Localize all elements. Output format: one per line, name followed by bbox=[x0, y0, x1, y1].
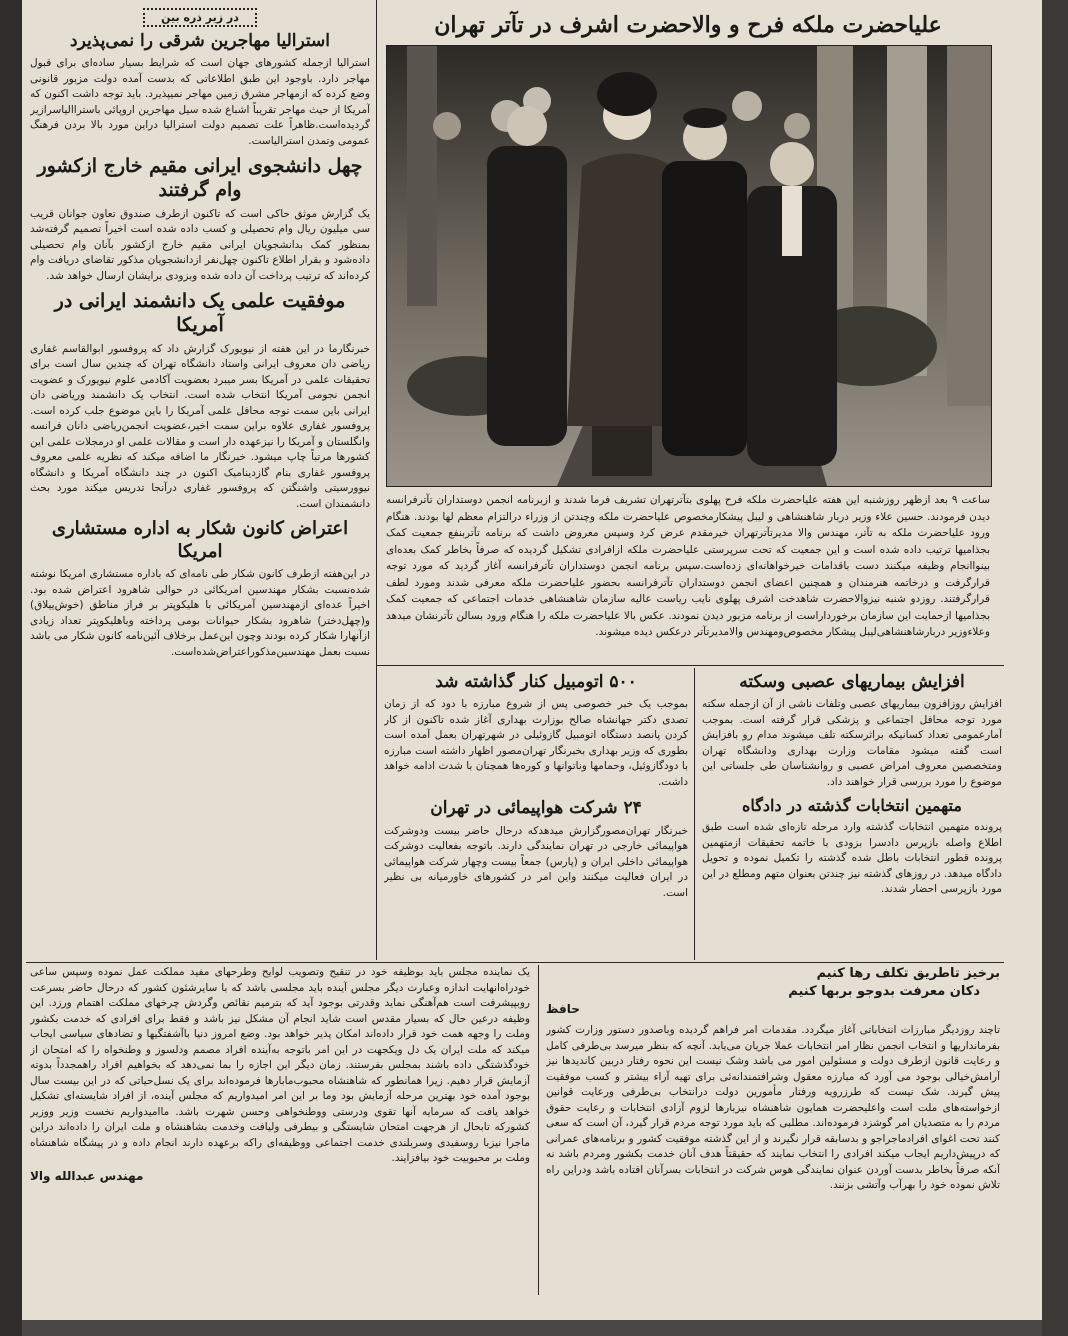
article-body-cars: بموجب یک خبر خصوصی پس از شروع مبارزه با دود که از زمان تصدی دکتر جهانشاه صالح بوزارت بهداری آغاز شده تاکنون از کار کردن پانصد دستگاه اتومبیل گازوئیلی در شهرتهران بعمل آمده است بطوری که وزیر بهداری بخبرنگار تهران‌مصور اظهار داشته است مبارزه با دودگازوئیل، وحمامها وناتوانها و کوره‌ها همچنان با شدت ادامه خواهد داشت. bbox=[384, 698, 688, 788]
newspaper-page bbox=[22, 0, 1042, 1320]
article-headline-student-loans: چهل دانشجوی ایرانی مقیم خارج ازکشور وام گرفتند bbox=[37, 155, 363, 201]
article-headline-airlines: ۲۴ شرکت هواپیمائی در تهران bbox=[430, 798, 642, 819]
article-headline-scientist: موفقیت علمی یک دانشمند ایرانی در آمریکا bbox=[54, 290, 346, 336]
editorial-body-left: یک نماینده مجلس باید بوظیفه خود در تنقیح وتصویب لوایح وطرحهای مفید مملکت عمل نموده وسپس ساعی خودراه‌انهایت اندازه وعبارت دیگر مجلس آینده باید مجلسی باشد که با سایرشئون کشور که درحال حاضر بسرعت روبپیشرفت است هم‌آهنگی نماید وقدرتی بوجود آید که بترمیم نقائص وگردش چرخهای مملکت اهتمام ورزد. این وظیفه درعین حال که بسیار مقدس است شاید انجام آن مشکل نیز باشد و فقط برای افرادی که خدمت بکشور وملت را وجهه همت خود قرار داده‌اند امکان پذیر خواهد بود. وضع امروز دنیا باآشفتگیها و تضادهای سیاسی ایجاب میکند که ملت ایران یک دل ویکجهت در این امر باتوجه به‌آینده افراد مصمم ودلسوز و وطنخواه را که امتحان از خودگذشتگی داده باشند بمجلس بفرستند. زمان دیگر این اجازه را بما نمی‌دهد که بخواهیم افراد راهمجدداً بدوته آزمایش قرار دهیم. زیرا همانطور که شاهنشاه محبوب‌مابارها فرموده‌اند برای یک نسل‌حیاتی که در این بیست سال بوجود آمده خود بهترین مرحله آزمایش بود وما بر این امر امیدواریم که مجلس آینده، از افراد شایسته‌ای تشکیل خواهد یافت که سرمایه آنها تقوی ودرستی ووطنخواهی وحسن شهرت باشد. مااميدواريم نخست وزير ووزير كشوركه تابحال از هرجهت امتحان شايستگی و بيطرفی وليافت وخدمت بشاهنشاه و ملت ايران را داده‌اند دراين ماجرا نيزبا روسفيدی وسربلندی خدمت اجتماعی ووظيفه‌ای راكه برعهده دارند انجام داده و در پيشگاه شاهنشاه وملت بر محبوبيت خود بيافزايند. bbox=[30, 966, 530, 1164]
binder-spine bbox=[0, 0, 22, 1336]
poem-line-2: دکان معرفت بدوجو بربها کنیم bbox=[788, 984, 980, 999]
article-body-scientist: خبرنگارما در این هفته از نیویورک گزارش داد که پروفسور ابوالقاسم غفاری ریاضی دان معروف ایرانی واستاد دانشگاه تهران که چندین سال است برای تحقیقات علمی در آمریکا بسر میبرد بعضویت آکادمی علوم نیویورک و عضویت انجمن نجومی آمریکا انتخاب شده است. انتخاب یک دانشمند وریاضی دان ایرانی باین سمت توجه محافل علمی آمریکا را باین موضوع جلب کرده است. پروفسور غفاری علاوه براین سمت اخیر،عضویت انجمن‌ریاضی دانان فرانسه وانگلستان و آمریکا را نیزعهده دار است و مقالات علمی او درمجلات علمی این کشورها مرتباً چاپ میشود. خبرنگار ما اضافه میکند که نظریه علمی معروف پروفسور غفاری بنام گازدینامیک اکنون در چند دانشگاه آمریکا و دانشگاه نیوورسیتی واشنگتن که پروفسور غفاری درآنجا تدریس میکند مورد بحث دانشمندان است. bbox=[30, 342, 370, 510]
article-body-airlines: خبرنگار تهران‌مصورگزارش میدهدکه درحال حاضر بیست ودوشرکت هواپیمائی خارجی در تهران نمایندگی دارند. باتوجه بفعالیت دوشرکت هواپیمائی داخلی ایران و (پارس) جمعاً بیست وچهار شرکت هواپیمائی در ایران فعالیت میکنند واین امر در کشورهای خاورمیانه بی نظیر است. bbox=[384, 824, 688, 899]
article-body-hunting: در این‌هفته ازطرف کانون شکار طی نامه‌ای که باداره مستشاری امریکا نوشته شده‌نسبت بشکار مهندسین امریکائی در حوالی شاهرود اعتراض شده بود. اخیراً عده‌ای ازمهندسین آمریکائی با هلیکوپتر بر فراز مناطق (خوش‌ییلاق) و(چهل‌دختر) شاهرود بشکار حیوانات بومی پرداخته وباهلیکوپتر تعداد زیادی ازآنهارا شکار کرده بودند وچون این‌عمل برخلاف آئین‌نامه کانون شکار می باشد نسبت بعمل مهندسین‌مذکوراعتراض‌شده‌است. bbox=[30, 568, 370, 658]
article-body-australia: استرالیا ازجمله کشورهای جهان است که شرایط بسیار ساده‌ای برای قبول مهاجر دارد. باوجود این طبق اطلاعاتی که بدست آمده دولت مزبور قانونی وضع کرده که ازمهاجر مشرق زمین مهاجر نمیپذیرد. باید توجه داشت اکنون که آمریکا از حیث مهاجر تقریباً اشباع شده سیل مهاجرین اروپائی باستراالیاسرازیر گردیده‌است.ظاهراً علت تصمیم دولت استرالیا دراین مورد بالا بردن فرهنگ عمومی وتمدن استرالیاست. bbox=[30, 57, 370, 147]
article-body-election-trial: پرونده متهمین انتخابات گذشته وارد مرحله تازه‌ای شده است طبق اطلاع واصله بازپرس دادسرا بزودی با خاتمه تحقیقات ازمتهمین پرونده قطور انتخابات باطل شده گذشته را تکمیل نموده و تحویل دادگاه میدهد. در روزهای گذشته نیز چندتن بعنوان متهم ومطلع در این مورد بازپرسی احضار شدند. bbox=[702, 821, 1002, 896]
poem-author: حافظ bbox=[546, 1002, 580, 1016]
article-body-neuro: افزایش روزافزون بیماریهای عصبی وتلفات ناشی از آن ازجمله سکته مورد توجه محافل اجتماعی و پزشکی قرار گرفته است. بموجب آمارعمومی تعداد کسانیکه براثرسکته تلف میشوند مدام رو بافزایش است گفته میشود مقامات وزارت بهداری ودانشگاه تهران ومتخصصین معروف امراض عصبی و روانشناسان طی جلساتی این موضوع را مورد بررسی قرار خواهند داد. bbox=[702, 698, 1002, 788]
article-headline-hunting: اعتراض کانون شکار به اداره مستشاری امریکا bbox=[51, 518, 349, 562]
binder-edge bbox=[1042, 0, 1068, 1336]
editorial-body-right: تاچند روزدیگر مبارزات انتخاباتی آغاز میگردد. مقدمات امر فراهم گردیده وباصدور دستور وزارت کشور بفرمانداریها و انتخاب انجمن نظار امر انتخابات عملا جریان می‌یابد. آنچه که بنظر میرسد بی‌طرفی کامل و رعایت قانون ازطرف دولت و مسئولین امور می باشد وشک نیست این نحوه رفتار دربین کاندیدها نیز آرامش‌خیالی بوجود می آورد که مبارزه معقول وشرافتمندانه‌ئی برای تهیه آراء بیشتر و کسب موفقیت پیش گیرند. شک نیست که طرزرویه ورفتار مأمورین دولت درانتخاب بی‌طرفی ورعایت قوانین ازخواسته‌های ملت است واعلیحضرت همایون شاهنشاه نیزبارها لزوم آزادی انتخابات و رعایت حقوق مردم را به متصدیان امر گوشزد فرموده‌اند. مطلبی که باید مورد توجه مردم قرار گیرد، آن است که سعی کنند تحت اغوای افرادماجراجو و بدسابقه قرار نگیرند و از این گذشته موفقیت کشور و برنامه‌های عمرانی که درپیش‌داریم ایجاب میکند افرادی را انتخاب نمایند که حقیقتاً هدف آنان خدمت بکشور ومردم باشد نه آنکه صرفاً بخاطر بدست آوردن عنوان نمایندگی هوس شرکت در انتخابات بسرآنان افتاده باشد ودراین راه تلاش نموده خود را بهرآب وآتشی بزنند. bbox=[546, 1024, 1000, 1191]
main-headline: علیاحضرت ملکه فرح و والاحضرت اشرف در تآتر تهران bbox=[434, 12, 942, 38]
section-rule bbox=[26, 962, 1004, 963]
photo-illustration bbox=[387, 46, 991, 486]
poem-line-1: برخیز تاطریق تکلف رها کنیم bbox=[816, 966, 1000, 981]
section-rule bbox=[376, 665, 1004, 666]
main-photograph bbox=[386, 45, 992, 487]
article-headline-australia: استرالیا مهاجرین شرقی را نمی‌پذیرد bbox=[70, 31, 330, 51]
editorial-signature: مهندس عبدالله والا bbox=[30, 1168, 144, 1183]
article-headline-neuro: افزایش بیماریهای عصبی وسکته bbox=[739, 672, 965, 692]
column-rule bbox=[694, 668, 695, 960]
column-rule bbox=[538, 965, 539, 1295]
article-headline-election-trial: متهمین انتخابات گذشته در دادگاه bbox=[742, 796, 962, 816]
photo-caption: ساعت ۹ بعد ازظهر روزشنبه این هفته علیاحضرت ملکه فرح پهلوی بتآترتهران تشریف فرما شدند و ازبرنامه انجمن دوستداران تآترفرانسه دیدن فرمودند. حسین علاء وزیر دربار شاهنشاهی و لیبل پیشکارمخصوص علیاحضرت ملکه وچندتن از وزراء درالتزام معظم لها بودند. هنگام ورود علیاحضرت ملکه به تآتر، مهندس والا مدیرتآترتهران خیرمقدم عرض کرد وسپس معروض داشت که برنامه تآتربنفع جمعیت کمک بجذامیها ترتیب داده شده است و این جمعیت که تحت سرپرستی علیاحضرت ملکه ازافرادی تشکیل گردیده که صرفاً بخاطر کمک بعده‌ای بینواانجام وظیفه میکنند دست باقدامات خیرخواهانه‌ای زده‌است.سپس برنامه انجمن دوستداران تآترفرانسه آغاز گردید که مورد توجه قرارگرفت و درخاتمه هنرمندان و همچنین اعضای انجمن دوستداران تآترفرانسه بحضور علیاحضرت ملکه معرفی شدند ومورد لطف قرارگرفتند. روزدو شنبه نیزوالاحضرت شاهدخت اشرف پهلوی نایب ریاست عالیه سازمان شاهنشاهی خدمات اجتماعی که جمعیت کمک بجذامیها ازحمایت این سازمان برخورداراست از برنامه مزبور دیدن نمودند. عکس بالا علیاحضرت ملکه را هنگام ورود بسالن تآترنشان میدهد وعلاءوزیر دربارشاهنشاهی‌لیبل پیشکار مخصوص‌ومهندس والامدیرتآتر درعکس دیده میشوند. bbox=[386, 494, 990, 638]
article-headline-cars: ۵۰۰ اتومبیل کنار گذاشته شد bbox=[435, 672, 637, 692]
article-body-student-loans: یک گزارش موثق حاکی است که تاکنون ازطرف صندوق تعاون جوانان قریب سی میلیون ریال وام تحصیلی و کسب داده شده است اخیراً تصمیم گرفته‌شد بمنظور کمک بدانشجویان ایرانی مقیم خارج ازکشور بآنان وام تحصیلی داده‌شود و بقرار اطلاع تاکنون چهل‌نفر ازدانشجویان مذکور تقاضای دریافت وام کرده‌اند که ترتیب پرداخت آن داده شده وبزودی برایشان ارسال خواهد شد. bbox=[30, 207, 370, 282]
column-rule bbox=[376, 0, 377, 960]
section-kicker: در زیر ذره بین bbox=[143, 8, 257, 27]
